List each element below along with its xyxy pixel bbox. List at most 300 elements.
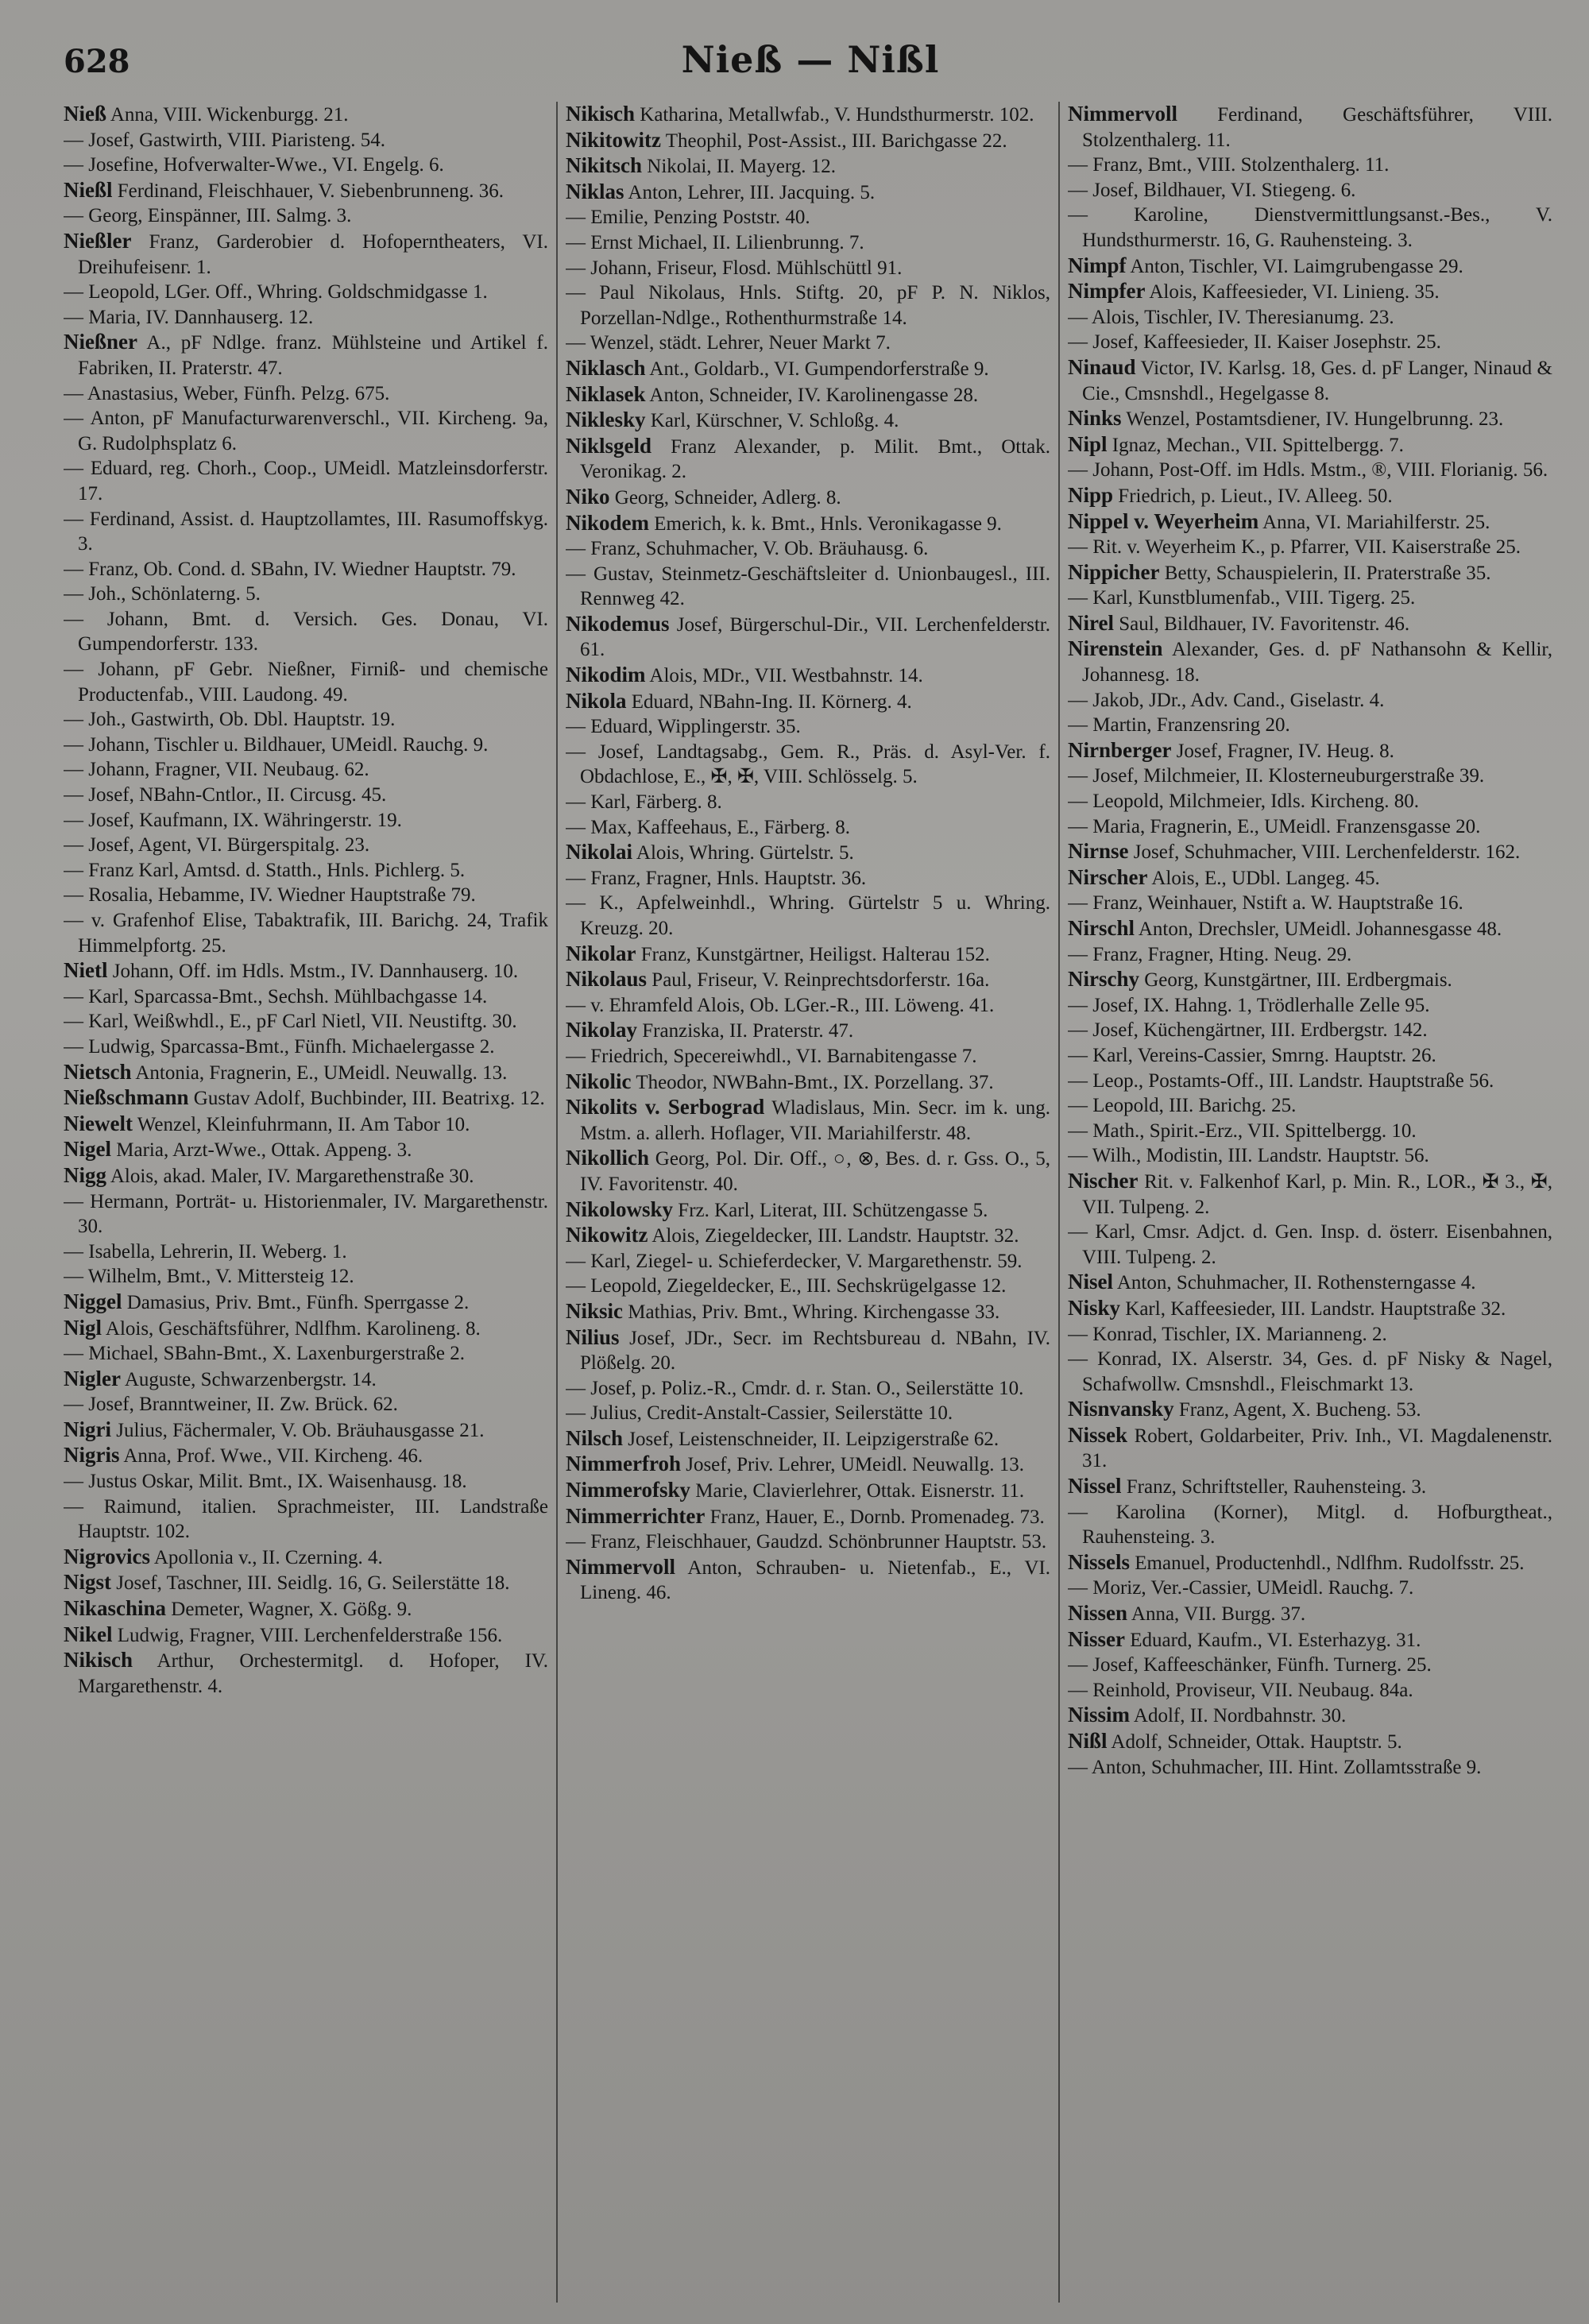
entry-details: — Leopold, Ziegeldecker, E., III. Sechskrügelgasse 12. xyxy=(566,1275,1007,1297)
entry-surname: Nikisch xyxy=(64,1648,133,1672)
directory-entry xyxy=(566,663,1050,689)
entry-surname: Nimmerfroh xyxy=(566,1452,681,1476)
entry-surname: Nimmerofsky xyxy=(566,1478,690,1502)
directory-entry xyxy=(566,485,1050,511)
entry-details: — Josef, p. Poliz.-R., Cmdr. d. r. Stan. O., Seilerstätte 10. xyxy=(566,1377,1024,1399)
entry-surname: Ninaud xyxy=(1068,354,1136,379)
directory-entry xyxy=(1068,916,1552,942)
directory-entry xyxy=(64,858,548,884)
directory-entry xyxy=(64,557,548,582)
directory-entry xyxy=(64,1009,548,1034)
directory-entry xyxy=(566,562,1050,612)
entry-surname: Nießschmann xyxy=(64,1085,189,1110)
directory-entry xyxy=(566,1249,1050,1274)
entry-details: Wenzel, Kleinfuhrmann, II. Am Tabor 10. xyxy=(132,1113,470,1135)
directory-entry xyxy=(1068,203,1552,253)
entry-surname: Nikolaus xyxy=(566,967,648,992)
entry-details: Wenzel, Postamtsdiener, IV. Hungelbrunng. 23. xyxy=(1121,408,1504,431)
directory-entry xyxy=(566,1197,1050,1224)
directory-entry xyxy=(1068,458,1552,483)
entry-surname: Nieß xyxy=(64,102,106,126)
directory-entry xyxy=(1068,1601,1552,1627)
entry-details: Katharina, Metallwfab., V. Hundsthurmerstr. 102. xyxy=(635,104,1034,126)
directory-entry xyxy=(1068,1729,1552,1755)
directory-entry xyxy=(64,958,548,984)
directory-entry xyxy=(64,330,548,381)
entry-surname: Nirel xyxy=(1068,610,1114,635)
entry-details: Franz, Agent, X. Bucheng. 53. xyxy=(1173,1399,1421,1421)
entry-details: Robert, Goldarbeiter, Priv. Inh., VI. Magdalenenstr. 31. xyxy=(1082,1425,1552,1472)
entry-details: Georg, Kunstgärtner, III. Erdbergmais. xyxy=(1139,969,1452,992)
directory-entry xyxy=(1068,814,1552,840)
directory-entry xyxy=(1068,1550,1552,1576)
entry-surname: Nimpfer xyxy=(1068,279,1146,304)
entry-details: — Johann, Bmt. d. Versich. Ges. Donau, VI. Gumpendorferstr. 133. xyxy=(64,608,548,655)
entry-details: Anton, Schrauben- u. Nietenfab., E., VI. Lineng. 46. xyxy=(580,1556,1050,1604)
directory-entry xyxy=(1068,891,1552,916)
entry-details: Alois, Kaffeesieder, VI. Linieng. 35. xyxy=(1145,281,1440,304)
entry-details: — Isabella, Lehrerin, II. Weberg. 1. xyxy=(64,1240,347,1263)
entry-details: — Eduard, reg. Chorh., Coop., UMeidl. Matzleinsdorferstr. 17. xyxy=(64,458,548,505)
directory-entry xyxy=(566,102,1050,128)
entry-surname: Nigl xyxy=(64,1315,102,1340)
directory-entry xyxy=(1068,1397,1552,1423)
entry-surname: Nießl xyxy=(64,177,113,202)
entry-surname: Nimmervoll xyxy=(566,1554,675,1579)
directory-entry xyxy=(566,714,1050,740)
entry-details: — Ferdinand, Assist. d. Hauptzollamtes, III. Rasumoffskyg. 3. xyxy=(64,508,548,555)
entry-details: — Johann, Fragner, VII. Neubaug. 62. xyxy=(64,759,369,781)
entry-surname: Niksic xyxy=(566,1298,624,1323)
entry-details: Alois, MDr., VII. Westbahnstr. 14. xyxy=(645,665,923,687)
entry-details: Adolf, II. Nordbahnstr. 30. xyxy=(1130,1705,1347,1727)
directory-entry xyxy=(64,1163,548,1189)
page-header xyxy=(64,38,1557,94)
entry-details: Wladislaus, Min. Secr. im k. ung. Mstm. a. allerh. Hoflager, VII. Mariahilferstr. 48. xyxy=(580,1097,1050,1144)
entry-details: Apollonia v., II. Czerning. 4. xyxy=(150,1546,383,1568)
directory-entry xyxy=(64,1367,548,1393)
entry-surname: Nikollich xyxy=(566,1146,650,1170)
directory-entry xyxy=(64,305,548,331)
directory-entry xyxy=(566,689,1050,715)
directory-entry xyxy=(64,1264,548,1290)
directory-entry xyxy=(1068,560,1552,586)
entry-details: — Franz, Fleischhauer, Gaudzd. Schönbrunner Hauptstr. 53. xyxy=(566,1531,1047,1553)
entry-surname: Nipl xyxy=(1068,431,1108,456)
entry-details: — Franz, Schuhmacher, V. Ob. Bräuhausg. 6. xyxy=(566,538,929,560)
entry-details: Josef, Taschner, III. Seidlg. 16, G. Seilerstätte 18. xyxy=(111,1572,510,1595)
entry-details: Anton, Drechsler, UMeidl. Johannesgasse 48. xyxy=(1135,918,1502,940)
entry-details: — Johann, Friseur, Flosd. Mühlschüttl 91. xyxy=(566,257,903,279)
entry-surname: Nikitsch xyxy=(566,153,643,178)
entry-details: — Emilie, Penzing Poststr. 40. xyxy=(566,207,810,229)
entry-details: — Maria, IV. Dannhauserg. 12. xyxy=(64,306,314,328)
entry-details: Josef, Priv. Lehrer, UMeidl. Neuwallg. 13. xyxy=(680,1454,1024,1476)
entry-details: Demeter, Wagner, X. Gößg. 9. xyxy=(166,1599,412,1621)
entry-details: — Ludwig, Sparcassa-Bmt., Fünfh. Michaelergasse 2. xyxy=(64,1035,495,1058)
entry-surname: Niko xyxy=(566,484,610,508)
entry-surname: Nipp xyxy=(1068,482,1114,507)
directory-entry xyxy=(64,582,548,607)
directory-entry xyxy=(566,128,1050,154)
entry-surname: Nietsch xyxy=(64,1059,132,1084)
column-1 xyxy=(64,102,548,2303)
entry-details: Theophil, Post-Assist., III. Barichgasse 22. xyxy=(660,130,1007,152)
entry-surname: Nissel xyxy=(1068,1474,1122,1498)
entry-details: Josef, Schuhmacher, VIII. Lerchenfelderstr. 162. xyxy=(1128,841,1521,864)
entry-details: — Karl, Kunstblumenfab., VIII. Tigerg. 25. xyxy=(1068,587,1416,609)
directory-entry xyxy=(566,1452,1050,1478)
entry-details: Franziska, II. Praterstr. 47. xyxy=(637,1020,854,1042)
entry-details: — Moriz, Ver.-Cassier, UMeidl. Rauchg. 7. xyxy=(1068,1577,1414,1599)
directory-entry xyxy=(1068,535,1552,560)
entry-surname: Nirschy xyxy=(1068,967,1139,992)
entry-surname: Niklasek xyxy=(566,381,646,406)
entry-details: Franz, Garderobier d. Hofoperntheaters, VI. Dreihufeisenг. 1. xyxy=(78,230,548,278)
entry-surname: Nippicher xyxy=(1068,559,1160,584)
entry-details: Anna, VI. Mariahilferstr. 25. xyxy=(1258,511,1490,533)
entry-details: Karl, Kaffeesieder, III. Landstr. Hauptstraße 32. xyxy=(1120,1297,1506,1320)
entry-details: — Johann, Tischler u. Bildhauer, UMeidl. Rauchg. 9. xyxy=(64,733,489,756)
entry-surname: Nissek xyxy=(1068,1422,1128,1447)
entry-details: — Josef, Kaffeeschänker, Fünfh. Turnerg. 25. xyxy=(1068,1654,1432,1676)
directory-entry xyxy=(566,993,1050,1019)
entry-surname: Nirschl xyxy=(1068,916,1135,940)
directory-entry xyxy=(566,356,1050,382)
entry-surname: Nikaschina xyxy=(64,1596,167,1621)
directory-entry xyxy=(1068,865,1552,891)
entry-surname: Nirnberger xyxy=(1068,737,1172,762)
entry-details: Karl, Kürschner, V. Schloßg. 4. xyxy=(645,410,899,432)
entry-details: Franz Alexander, p. Milit. Bmt., Ottak. Veronikag. 2. xyxy=(580,435,1050,483)
entry-details: — Math., Spirit.-Erz., VII. Spittelbergg. 10. xyxy=(1068,1119,1417,1142)
entry-details: Saul, Bildhauer, IV. Favoritenstr. 46. xyxy=(1113,613,1410,635)
entry-details: Anton, Lehrer, III. Jacquing. 5. xyxy=(624,181,876,203)
entry-surname: Nilius xyxy=(566,1324,620,1349)
directory-entry xyxy=(64,1417,548,1444)
entry-details: — Johann, Post-Off. im Hdls. Mstm., ®, VIII. Florianig. 56. xyxy=(1068,459,1548,481)
directory-entry xyxy=(64,883,548,908)
entry-surname: Nimmerrichter xyxy=(566,1503,706,1528)
directory-entry xyxy=(64,783,548,808)
directory-entry xyxy=(566,740,1050,790)
entry-surname: Nimpf xyxy=(1068,253,1127,277)
directory-entry xyxy=(64,833,548,858)
directory-entry xyxy=(1068,713,1552,738)
directory-entry xyxy=(64,1085,548,1112)
entry-details: — Josef, Agent, VI. Bürgerspitalg. 23. xyxy=(64,834,370,857)
directory-entry xyxy=(566,1223,1050,1249)
entry-details: Julius, Fächermaler, V. Ob. Bräuhausgasse 21. xyxy=(111,1419,485,1441)
directory-entry xyxy=(566,382,1050,408)
directory-entry xyxy=(1068,1143,1552,1169)
entry-details: — Karl, Färberg. 8. xyxy=(566,791,722,814)
entry-details: Damasius, Priv. Bmt., Fünfh. Sperrgasse 2. xyxy=(122,1291,470,1313)
directory-entry xyxy=(566,1044,1050,1069)
entry-surname: Ninks xyxy=(1068,406,1122,431)
directory-entry xyxy=(64,1570,548,1596)
entry-details: Eduard, NBahn-Ing. II. Körnerg. 4. xyxy=(626,690,912,713)
entry-details: Maria, Arzt-Wwe., Ottak. Appeng. 3. xyxy=(111,1139,412,1162)
directory-entry xyxy=(566,280,1050,331)
directory-entry xyxy=(566,1555,1050,1606)
entry-surname: Nigris xyxy=(64,1443,120,1467)
directory-entry xyxy=(64,1545,548,1571)
directory-entry xyxy=(566,180,1050,206)
directory-entry xyxy=(1068,1500,1552,1550)
entry-details: Theodor, NWBahn-Bmt., IX. Porzellang. 37. xyxy=(631,1071,994,1093)
directory-entry xyxy=(64,733,548,758)
entry-surname: Nirscher xyxy=(1068,864,1148,889)
directory-entry xyxy=(64,128,548,153)
directory-entry xyxy=(1068,153,1552,178)
directory-entry xyxy=(64,1316,548,1342)
directory-entry xyxy=(64,657,548,707)
entry-surname: Nigrovics xyxy=(64,1544,150,1568)
directory-entry xyxy=(1068,1322,1552,1348)
entry-details: Josef, Fragner, IV. Heug. 8. xyxy=(1171,740,1394,762)
directory-entry xyxy=(566,790,1050,815)
directory-entry xyxy=(566,1325,1050,1376)
directory-entry xyxy=(566,840,1050,866)
entry-details: Emanuel, Productenhdl., Ndlfhm. Rudolfsstr. 25. xyxy=(1130,1552,1525,1574)
directory-entry xyxy=(566,536,1050,562)
entry-surname: Niggel xyxy=(64,1289,122,1313)
directory-entry xyxy=(1068,279,1552,305)
entry-details: — Anastasius, Weber, Fünfh. Pelzg. 675. xyxy=(64,382,390,404)
directory-entry xyxy=(566,1069,1050,1096)
directory-entry xyxy=(566,612,1050,663)
entry-details: Mathias, Priv. Bmt., Whring. Kirchengasse 33. xyxy=(623,1301,1000,1323)
directory-entry xyxy=(566,1401,1050,1426)
entry-surname: Nikitowitz xyxy=(566,127,661,152)
entry-details: — Anton, pF Manufacturwarenverschl., VII. Kircheng. 9a, G. Rudolphsplatz 6. xyxy=(64,408,548,454)
directory-entry xyxy=(64,1392,548,1417)
directory-entry xyxy=(64,707,548,733)
entry-details: — Gustav, Steinmetz-Geschäftsleiter d. Unionbaugesl., III. Rennweg 42. xyxy=(566,563,1050,610)
entry-surname: Nilsch xyxy=(566,1425,624,1450)
entry-details: — Leopold, III. Barichg. 25. xyxy=(1068,1095,1297,1117)
directory-entry xyxy=(64,1443,548,1469)
entry-details: — v. Ehramfeld Alois, Ob. LGer.-R., III. Löweng. 41. xyxy=(566,994,995,1016)
entry-details: Anna, VII. Burgg. 37. xyxy=(1127,1603,1306,1626)
directory-entry xyxy=(64,1290,548,1316)
entry-details: Alois, Geschäftsführer, Ndlfhm. Karolineng. 8. xyxy=(102,1317,481,1340)
entry-details: — Josef, Kaffeesieder, II. Kaiser Josephstr. 25. xyxy=(1068,331,1441,354)
directory-entry xyxy=(64,381,548,407)
entry-details: Franz, Kunstgärtner, Heiligst. Halterau 152. xyxy=(636,943,990,965)
entry-details: — Franz, Weinhauer, Nstift a. W. Hauptstraße 16. xyxy=(1068,892,1463,915)
entry-details: Gustav Adolf, Buchbinder, III. Beatrixg. 12. xyxy=(188,1088,545,1110)
entry-surname: Niklas xyxy=(566,179,624,203)
entry-details: — Karl, Vereins-Cassier, Smrng. Hauptstr. 26. xyxy=(1068,1044,1436,1066)
entry-details: — Karl, Ziegel- u. Schieferdecker, V. Margarethenstr. 59. xyxy=(566,1250,1023,1272)
entry-details: — Franz, Fragner, Hnls. Hauptstr. 36. xyxy=(566,867,867,889)
entry-surname: Nießler xyxy=(64,228,132,253)
directory-entry xyxy=(1068,839,1552,865)
directory-entry xyxy=(1068,1627,1552,1653)
entry-surname: Niklesky xyxy=(566,408,646,432)
entry-details: — Karoline, Dienstvermittlungsanst.-Bes., V. Hundsthurmerstr. 16, G. Rauhensteing. 3. xyxy=(1068,204,1552,251)
directory-entry xyxy=(566,1376,1050,1402)
entry-details: Alexander, Ges. d. pF Nathansohn & Kellir, Johannesg. 18. xyxy=(1082,639,1552,686)
directory-entry xyxy=(1068,178,1552,203)
directory-entry xyxy=(64,1469,548,1495)
entry-details: A., pF Ndlge. franz. Mühlsteine und Artikel f. Fabriken, II. Praterstr. 47. xyxy=(78,332,548,379)
directory-entry xyxy=(64,1648,548,1699)
entry-details: — Reinhold, Proviseur, VII. Neubaug. 84a. xyxy=(1068,1679,1413,1701)
directory-entry xyxy=(1068,432,1552,458)
entry-surname: Nigler xyxy=(64,1366,121,1390)
directory-entry xyxy=(64,1239,548,1265)
directory-entry xyxy=(566,1426,1050,1452)
directory-entry xyxy=(64,1596,548,1622)
entry-surname: Niklasch xyxy=(566,355,646,380)
directory-entry xyxy=(566,230,1050,256)
directory-entry xyxy=(64,1137,548,1163)
directory-entry xyxy=(64,1622,548,1649)
directory-entry xyxy=(566,1299,1050,1325)
directory-entry xyxy=(1068,305,1552,331)
entry-details: Alois, E., UDbl. Langeg. 45. xyxy=(1147,867,1380,889)
entry-details: — v. Grafenhof Elise, Tabaktrafik, III. Barichg. 24, Trafik Himmelpfortg. 25. xyxy=(64,910,548,957)
entry-details: — Wilhelm, Bmt., V. Mittersteig 12. xyxy=(64,1266,354,1288)
entry-details: — Leopold, Milchmeier, Idls. Kircheng. 80. xyxy=(1068,791,1419,813)
directory-entry xyxy=(566,205,1050,230)
directory-entry xyxy=(64,178,548,204)
directory-entry xyxy=(566,1504,1050,1530)
running-head: Nieß — Nißl xyxy=(681,38,940,81)
entry-surname: Nikolowsky xyxy=(566,1197,674,1221)
entry-details: — Josef, Milchmeier, II. Klosterneuburgerstraße 39. xyxy=(1068,765,1485,787)
directory-entry xyxy=(1068,967,1552,993)
entry-details: — Ernst Michael, II. Lilienbrunng. 7. xyxy=(566,231,864,253)
directory-entry xyxy=(64,1060,548,1086)
directory-entry xyxy=(566,967,1050,993)
directory-entry xyxy=(1068,764,1552,789)
entry-details: Auguste, Schwarzenbergstr. 14. xyxy=(120,1368,377,1390)
entry-surname: Nikola xyxy=(566,688,627,713)
directory-entry xyxy=(1068,1093,1552,1119)
directory-entry xyxy=(1068,1220,1552,1270)
entry-details: Johann, Off. im Hdls. Mstm., IV. Dannhauserg. 10. xyxy=(107,961,519,983)
column-2 xyxy=(566,102,1050,2303)
directory-entry xyxy=(1068,1576,1552,1601)
entry-surname: Nietl xyxy=(64,958,108,983)
directory-entry xyxy=(1068,509,1552,536)
directory-entry xyxy=(1068,1678,1552,1703)
entry-surname: Niklsgeld xyxy=(566,433,652,458)
directory-entry xyxy=(566,1529,1050,1555)
directory-entry xyxy=(1068,355,1552,406)
entry-details: — Franz Karl, Amtsd. d. Statth., Hnls. Pichlerg. 5. xyxy=(64,859,466,881)
page-number: 628 xyxy=(64,43,130,80)
entry-details: Anna, Prof. Wwe., VII. Kircheng. 46. xyxy=(119,1445,423,1467)
entry-details: Paul, Friseur, V. Reinprechtsdorferstr. 16a. xyxy=(647,969,990,992)
directory-entry xyxy=(64,456,548,506)
directory-entry xyxy=(1068,1119,1552,1144)
entry-details: — Joh., Schönlaterng. 5. xyxy=(64,583,261,605)
directory-entry xyxy=(1068,253,1552,280)
entry-details: — Wilh., Modistin, III. Landstr. Hauptstr. 56. xyxy=(1068,1145,1429,1167)
directory-entry xyxy=(64,757,548,783)
entry-details: — Josef, Küchengärtner, III. Erdbergstr. 142. xyxy=(1068,1019,1428,1042)
entry-surname: Nissim xyxy=(1068,1703,1131,1727)
entry-details: Alois, akad. Maler, IV. Margarethenstraße 30. xyxy=(106,1165,474,1187)
directory-entry xyxy=(566,511,1050,537)
directory-entry xyxy=(64,1495,548,1545)
entry-surname: Nikodem xyxy=(566,510,650,535)
directory-entry xyxy=(1068,330,1552,355)
entry-surname: Nimmervoll xyxy=(1068,102,1177,126)
entry-surname: Nischer xyxy=(1068,1168,1139,1193)
entry-details: — Karl, Cmsr. Adjct. d. Gen. Insp. d. österr. Eisenbahnen, VIII. Tulpeng. 2. xyxy=(1068,1221,1552,1268)
entry-details: — Wenzel, städt. Lehrer, Neuer Markt 7. xyxy=(566,332,891,354)
entry-details: — Konrad, IX. Alserstr. 34, Ges. d. pF Nisky & Nagel, Schafwollw. Cmsnshdl., Fleischmarkt 13. xyxy=(1068,1348,1552,1395)
entry-details: Arthur, Orchestermitgl. d. Hofoper, IV. Margarethenstr. 4. xyxy=(78,1650,548,1697)
entry-details: — Josefine, Hofverwalter-Wwe., VI. Engelg. 6. xyxy=(64,154,444,176)
entry-surname: Nikel xyxy=(64,1622,113,1646)
directory-entry xyxy=(1068,102,1552,153)
entry-details: Anna, VIII. Wickenburgg. 21. xyxy=(106,104,349,126)
entry-details: — Rosalia, Hebamme, IV. Wiedner Hauptstraße 79. xyxy=(64,884,476,907)
entry-details: — Paul Nikolaus, Hnls. Stiftg. 20, pF P. N. Niklos, Porzellan-Ndlge., Rothenthurmstraße 14. xyxy=(566,282,1050,329)
directory-entry xyxy=(566,1274,1050,1299)
entry-details: Friedrich, p. Lieut., IV. Alleeg. 50. xyxy=(1113,485,1393,507)
entry-details: — Rit. v. Weyerheim K., p. Pfarrer, VII. Kaiserstraße 25. xyxy=(1068,536,1521,559)
directory-entry xyxy=(64,984,548,1010)
entry-details: Eduard, Kaufm., VI. Esterhazyg. 31. xyxy=(1124,1629,1421,1651)
directory-entry xyxy=(566,815,1050,841)
entry-details: Franz, Schriftsteller, Rauhensteing. 3. xyxy=(1121,1476,1427,1498)
directory-entry xyxy=(1068,1474,1552,1500)
column-divider xyxy=(1058,102,1060,2303)
entry-details: Josef, Bürgerschul-Dir., VII. Lerchenfelderstr. 61. xyxy=(580,613,1050,661)
entry-details: — Leopold, LGer. Off., Whring. Goldschmidgasse 1. xyxy=(64,281,488,304)
entry-details: — Jakob, JDr., Adv. Cand., Giselastr. 4. xyxy=(1068,689,1385,711)
directory-entry xyxy=(1068,993,1552,1019)
entry-details: — Joh., Gastwirth, Ob. Dbl. Hauptstr. 19. xyxy=(64,709,396,731)
directory-entry xyxy=(566,331,1050,356)
entry-details: Josef, JDr., Secr. im Rechtsbureau d. NBahn, IV. Plößelg. 20. xyxy=(580,1327,1050,1375)
entry-surname: Nissels xyxy=(1068,1549,1131,1574)
entry-surname: Nigst xyxy=(64,1570,111,1595)
entry-details: — Max, Kaffeehaus, E., Färberg. 8. xyxy=(566,816,851,838)
directory-entry xyxy=(1068,942,1552,968)
entry-surname: Nikolar xyxy=(566,941,636,965)
entry-details: — Friedrich, Specereiwhdl., VI. Barnabitengasse 7. xyxy=(566,1045,977,1067)
entry-details: — Karolina (Korner), Mitgl. d. Hofburgtheat., Rauhensteing. 3. xyxy=(1068,1501,1552,1549)
directory-entry xyxy=(64,908,548,958)
directory-entry xyxy=(566,408,1050,434)
entry-details: — Julius, Credit-Anstalt-Cassier, Seilerstätte 10. xyxy=(566,1402,953,1425)
entry-surname: Nippel v. Weyerheim xyxy=(1068,508,1259,533)
directory-entry xyxy=(1068,611,1552,637)
directory-entry xyxy=(1068,586,1552,611)
entry-details: Josef, Leistenschneider, II. Leipzigerstraße 62. xyxy=(623,1428,999,1450)
directory-entry xyxy=(64,153,548,178)
directory-entry xyxy=(1068,1703,1552,1729)
entry-details: — Josef, Kaufmann, IX. Währingerstr. 19. xyxy=(64,809,402,831)
entry-surname: Nikodemus xyxy=(566,611,670,636)
entry-details: Ferdinand, Fleischhauer, V. Siebenbrunneng. 36. xyxy=(112,180,504,202)
directory-entry xyxy=(566,866,1050,891)
entry-details: Marie, Clavierlehrer, Ottak. Eisnerstr. 11. xyxy=(690,1480,1025,1502)
column-divider xyxy=(556,102,558,2303)
entry-surname: Nisky xyxy=(1068,1295,1121,1320)
entry-details: — Eduard, Wipplingerstr. 35. xyxy=(566,716,801,738)
directory-entry xyxy=(1068,1270,1552,1296)
